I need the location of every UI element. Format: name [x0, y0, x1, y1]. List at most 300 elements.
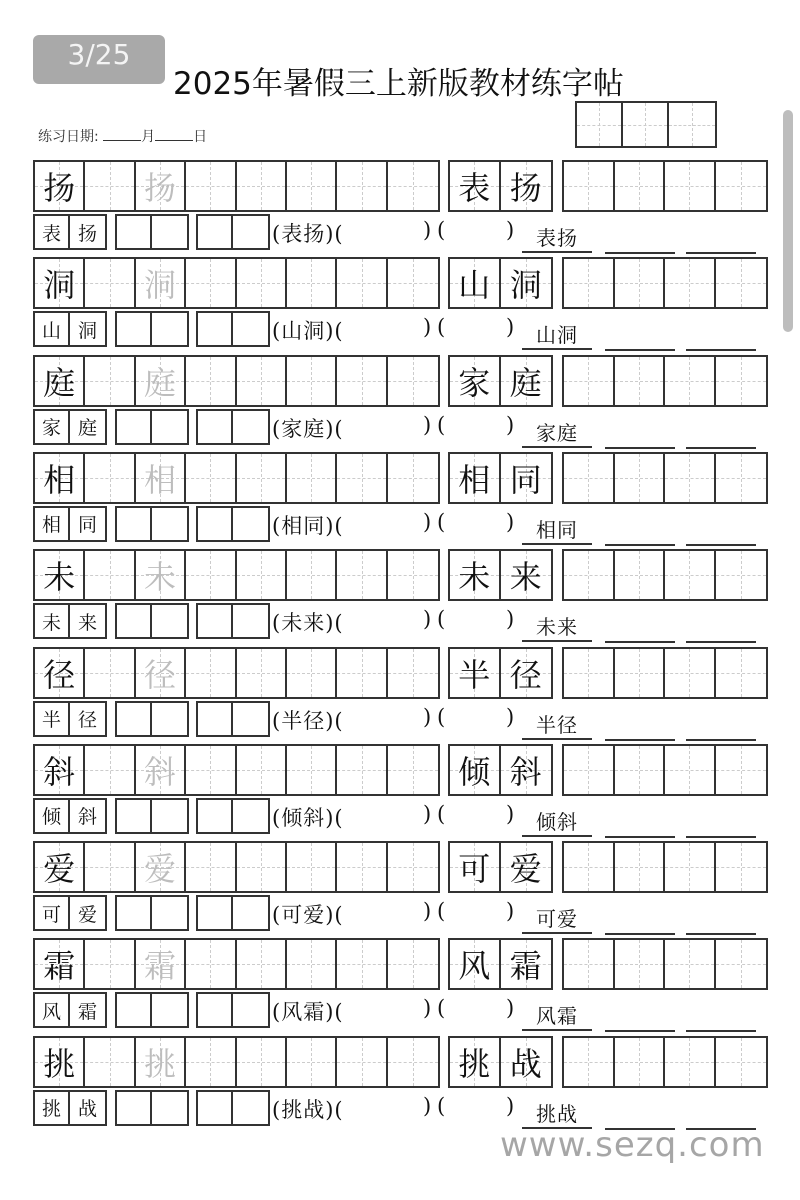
small-write-cell[interactable]: [233, 216, 268, 248]
practice-cell[interactable]: [388, 454, 438, 502]
small-word-char: 半: [35, 703, 70, 735]
paren-close: ): [506, 996, 515, 1021]
model-char-cell: [35, 551, 85, 599]
answer-word: 风霜: [522, 1002, 592, 1031]
small-write-cell[interactable]: [233, 605, 268, 637]
word-practice-cell[interactable]: [716, 1038, 767, 1086]
word-practice-row: [562, 452, 768, 504]
small-write-box[interactable]: [196, 701, 270, 737]
word-practice-cell[interactable]: [564, 746, 615, 794]
small-word-model: [33, 311, 107, 347]
page-indicator: 3/25: [33, 35, 165, 84]
trace-char-cell[interactable]: [136, 454, 186, 502]
score-cell: [623, 103, 669, 146]
answer-blank[interactable]: [686, 252, 756, 254]
word-char: 庭: [509, 363, 542, 402]
word-practice-cell[interactable]: [716, 843, 767, 891]
paren-close: ): [423, 1093, 432, 1118]
small-write-cell[interactable]: [233, 800, 268, 832]
word-practice-row: [562, 549, 768, 601]
word-practice-cell[interactable]: [716, 259, 767, 307]
small-write-cell[interactable]: [152, 703, 187, 735]
trace-char-cell[interactable]: [136, 1038, 186, 1086]
trace-char-cell[interactable]: [136, 551, 186, 599]
paren-open: (: [437, 607, 446, 632]
answer-blank[interactable]: [605, 447, 675, 449]
word-practice-cell[interactable]: [615, 454, 666, 502]
char-practice-row: [33, 549, 440, 601]
small-write-cell[interactable]: [152, 508, 187, 540]
word-practice-cell[interactable]: [615, 551, 666, 599]
practice-cell[interactable]: [337, 649, 387, 697]
small-write-box[interactable]: [196, 311, 270, 347]
word-char: 挑: [458, 1044, 491, 1083]
word-practice-cell[interactable]: [665, 357, 716, 405]
paren-open: (: [437, 218, 446, 242]
practice-cell[interactable]: [186, 551, 236, 599]
word-practice-cell[interactable]: [615, 940, 666, 988]
small-write-cell[interactable]: [233, 897, 268, 929]
word-practice-cell[interactable]: [564, 940, 615, 988]
practice-cell[interactable]: [237, 162, 287, 210]
small-write-box[interactable]: [115, 603, 189, 639]
small-word-char: 山: [35, 313, 70, 345]
paren-close: ): [423, 996, 432, 1021]
practice-cell[interactable]: [337, 746, 387, 794]
char-practice-row: [33, 744, 440, 796]
practice-cell[interactable]: [337, 551, 387, 599]
answer-blank[interactable]: [686, 544, 756, 546]
word-practice-cell[interactable]: [665, 940, 716, 988]
word-practice-cell[interactable]: [564, 551, 615, 599]
word-char-cell: [450, 551, 501, 599]
practice-cell[interactable]: [186, 259, 236, 307]
paren-open: (: [437, 704, 446, 729]
small-write-box[interactable]: [196, 409, 270, 445]
practice-cell[interactable]: [287, 649, 337, 697]
word-practice-row: [562, 938, 768, 990]
small-write-box[interactable]: [115, 895, 189, 931]
trace-char: 未: [143, 558, 176, 597]
model-char: 霜: [43, 947, 76, 986]
practice-cell[interactable]: [237, 843, 287, 891]
small-write-cell[interactable]: [198, 703, 233, 735]
practice-cell[interactable]: [186, 649, 236, 697]
small-word-char: 洞: [77, 319, 97, 342]
word-model-pair: [448, 841, 553, 893]
model-char-cell: [35, 1038, 85, 1086]
practice-block: [0, 744, 800, 841]
answer-blank[interactable]: [605, 252, 675, 254]
practice-cell[interactable]: [388, 649, 438, 697]
model-char: 相: [43, 460, 76, 499]
word-char: 战: [509, 1044, 542, 1083]
small-write-cell[interactable]: [117, 800, 152, 832]
practice-cell[interactable]: [337, 1038, 387, 1086]
practice-cell[interactable]: [237, 454, 287, 502]
word-practice-cell[interactable]: [716, 454, 767, 502]
word-char: 径: [509, 655, 542, 694]
small-write-cell[interactable]: [152, 313, 187, 345]
word-char: 风: [458, 947, 491, 986]
small-word-model: [33, 214, 107, 250]
trace-char: 挑: [143, 1044, 176, 1083]
answer-blank[interactable]: [605, 1030, 675, 1032]
practice-cell[interactable]: [287, 940, 337, 988]
word-practice-cell[interactable]: [564, 649, 615, 697]
small-write-cell[interactable]: [152, 897, 187, 929]
small-write-cell[interactable]: [233, 703, 268, 735]
trace-char: 径: [143, 655, 176, 694]
paren-open: (: [437, 996, 446, 1021]
practice-cell[interactable]: [287, 162, 337, 210]
model-char-cell: [35, 454, 85, 502]
word-char-cell: [450, 940, 501, 988]
word-char: 倾: [458, 752, 491, 791]
practice-cell[interactable]: [186, 454, 236, 502]
answer-blank[interactable]: [686, 641, 756, 643]
word-char-cell: [501, 843, 552, 891]
word-practice-cell[interactable]: [716, 649, 767, 697]
answer-word: 挑战: [522, 1100, 592, 1129]
small-write-cell[interactable]: [117, 508, 152, 540]
small-write-box[interactable]: [115, 1090, 189, 1126]
small-write-box[interactable]: [115, 311, 189, 347]
small-write-cell[interactable]: [198, 313, 233, 345]
word-char: 扬: [509, 169, 542, 207]
paren-close: ): [423, 218, 432, 242]
word-char-cell: [501, 551, 552, 599]
small-write-box[interactable]: [196, 214, 270, 250]
small-write-cell[interactable]: [117, 897, 152, 929]
small-write-cell[interactable]: [117, 605, 152, 637]
small-write-cell[interactable]: [198, 605, 233, 637]
paren-open: (: [437, 899, 446, 924]
small-write-box[interactable]: [115, 798, 189, 834]
word-char: 相: [458, 460, 491, 499]
word-practice-cell[interactable]: [615, 259, 666, 307]
answer-blank[interactable]: [605, 349, 675, 351]
small-write-cell[interactable]: [117, 703, 152, 735]
word-model-pair: [448, 938, 553, 990]
char-practice-row: [33, 841, 440, 893]
practice-cell[interactable]: [186, 357, 236, 405]
word-hint: (风霜)(: [272, 1000, 344, 1025]
practice-cell[interactable]: [388, 357, 438, 405]
practice-cell[interactable]: [85, 746, 135, 794]
practice-cell[interactable]: [85, 940, 135, 988]
practice-cell[interactable]: [287, 454, 337, 502]
answer-blank[interactable]: [686, 1030, 756, 1032]
model-char-cell: [35, 746, 85, 794]
practice-block: [0, 647, 800, 744]
word-char: 斜: [509, 752, 542, 791]
word-practice-cell[interactable]: [564, 162, 615, 210]
small-write-cell[interactable]: [117, 313, 152, 345]
word-practice-row: [562, 257, 768, 309]
practice-cell[interactable]: [186, 940, 236, 988]
practice-cell[interactable]: [337, 357, 387, 405]
word-practice-cell[interactable]: [615, 1038, 666, 1086]
small-word-char: 未: [35, 605, 70, 637]
answer-blank[interactable]: [605, 836, 675, 838]
practice-cell[interactable]: [85, 843, 135, 891]
small-write-box[interactable]: [196, 798, 270, 834]
small-write-cell[interactable]: [233, 1092, 268, 1124]
word-char-cell: [501, 259, 552, 307]
answer-blank[interactable]: [605, 933, 675, 935]
word-char-cell: [450, 649, 501, 697]
word-practice-cell[interactable]: [615, 746, 666, 794]
word-hint: (家庭)(: [272, 416, 344, 441]
trace-char-cell[interactable]: [136, 746, 186, 794]
small-word-char: 爱: [77, 903, 97, 926]
word-practice-cell[interactable]: [665, 551, 716, 599]
practice-block: [0, 938, 800, 1035]
practice-cell[interactable]: [186, 162, 236, 210]
practice-cell[interactable]: [337, 843, 387, 891]
word-practice-cell[interactable]: [665, 259, 716, 307]
answer-blank[interactable]: [686, 933, 756, 935]
paren-close: ): [423, 315, 432, 340]
paren-open: (: [437, 412, 446, 437]
small-write-box[interactable]: [196, 1090, 270, 1126]
word-practice-cell[interactable]: [665, 746, 716, 794]
small-write-cell[interactable]: [117, 216, 152, 248]
practice-cell[interactable]: [237, 746, 287, 794]
answer-blank[interactable]: [605, 544, 675, 546]
word-char-cell: [450, 259, 501, 307]
small-write-cell[interactable]: [152, 994, 187, 1026]
practice-cell[interactable]: [237, 259, 287, 307]
word-practice-cell[interactable]: [564, 843, 615, 891]
small-write-cell[interactable]: [152, 411, 187, 443]
practice-cell[interactable]: [237, 551, 287, 599]
small-write-cell[interactable]: [233, 508, 268, 540]
small-word-model: [33, 1090, 107, 1126]
word-practice-cell[interactable]: [564, 1038, 615, 1086]
practice-cell[interactable]: [287, 357, 337, 405]
practice-cell[interactable]: [337, 454, 387, 502]
small-write-cell[interactable]: [117, 1092, 152, 1124]
small-write-cell[interactable]: [198, 897, 233, 929]
trace-char-cell[interactable]: [136, 843, 186, 891]
practice-cell[interactable]: [85, 162, 135, 210]
small-word-model: [33, 603, 107, 639]
small-write-box[interactable]: [196, 895, 270, 931]
word-char-cell: [501, 940, 552, 988]
practice-cell[interactable]: [388, 1038, 438, 1086]
practice-cell[interactable]: [237, 1038, 287, 1086]
model-char: 洞: [43, 266, 76, 305]
practice-cell[interactable]: [388, 746, 438, 794]
answer-blank[interactable]: [605, 641, 675, 643]
word-practice-cell[interactable]: [615, 843, 666, 891]
word-hint: (挑战)(: [272, 1097, 344, 1122]
practice-cell[interactable]: [337, 162, 387, 210]
word-practice-cell[interactable]: [615, 162, 666, 210]
answer-word: 表扬: [522, 224, 592, 253]
small-word-char: 扬: [77, 222, 97, 245]
word-char: 表: [458, 169, 491, 207]
practice-cell[interactable]: [237, 357, 287, 405]
paren-close: ): [506, 1093, 515, 1118]
model-char-cell: [35, 162, 85, 210]
word-hint: (相同)(: [272, 513, 344, 538]
model-char: 斜: [43, 752, 76, 791]
small-write-box[interactable]: [196, 603, 270, 639]
small-write-cell[interactable]: [198, 508, 233, 540]
small-word-char: 风: [35, 994, 70, 1026]
small-write-cell[interactable]: [152, 1092, 187, 1124]
word-char: 来: [509, 558, 542, 597]
small-word-model: [33, 798, 107, 834]
practice-cell[interactable]: [337, 940, 387, 988]
small-write-cell[interactable]: [198, 994, 233, 1026]
small-write-cell[interactable]: [233, 411, 268, 443]
word-model-pair: [448, 452, 553, 504]
date-label: 练习日期:: [38, 129, 99, 145]
answer-word: 可爱: [522, 905, 592, 934]
small-write-box[interactable]: [115, 214, 189, 250]
word-practice-cell[interactable]: [716, 940, 767, 988]
answer-blank[interactable]: [686, 447, 756, 449]
char-practice-row: [33, 452, 440, 504]
answer-blank[interactable]: [686, 349, 756, 351]
word-practice-cell[interactable]: [665, 843, 716, 891]
word-practice-cell[interactable]: [716, 357, 767, 405]
small-write-cell[interactable]: [152, 605, 187, 637]
trace-char-cell[interactable]: [136, 259, 186, 307]
answer-word: 相同: [522, 516, 592, 545]
practice-cell[interactable]: [237, 649, 287, 697]
practice-cell[interactable]: [186, 1038, 236, 1086]
practice-cell[interactable]: [85, 357, 135, 405]
practice-cell[interactable]: [287, 1038, 337, 1086]
small-word-char: 倾: [35, 800, 70, 832]
small-write-box[interactable]: [115, 506, 189, 542]
practice-cell[interactable]: [287, 746, 337, 794]
practice-cell[interactable]: [237, 940, 287, 988]
small-write-cell[interactable]: [198, 800, 233, 832]
small-write-box[interactable]: [115, 992, 189, 1028]
small-word-char: 霜: [77, 1000, 97, 1023]
small-word-char: 径: [77, 709, 97, 731]
trace-char: 爱: [143, 850, 176, 889]
trace-char-cell[interactable]: [136, 162, 186, 210]
paren-close: ): [506, 315, 515, 340]
char-practice-row: [33, 355, 440, 407]
small-write-cell[interactable]: [198, 1092, 233, 1124]
practice-block: [0, 1036, 800, 1133]
practice-cell[interactable]: [85, 649, 135, 697]
answer-blank[interactable]: [605, 739, 675, 741]
small-write-cell[interactable]: [233, 994, 268, 1026]
practice-cell[interactable]: [388, 940, 438, 988]
word-model-pair: [448, 549, 553, 601]
day-label: 日: [193, 129, 208, 145]
small-write-box[interactable]: [115, 409, 189, 445]
practice-block: [0, 841, 800, 938]
small-write-box[interactable]: [196, 992, 270, 1028]
word-practice-row: [562, 355, 768, 407]
answer-blank[interactable]: [686, 739, 756, 741]
word-practice-cell[interactable]: [716, 551, 767, 599]
word-hint: (未来)(: [272, 611, 344, 636]
word-char-cell: [501, 746, 552, 794]
trace-char-cell[interactable]: [136, 940, 186, 988]
word-practice-cell[interactable]: [564, 357, 615, 405]
word-practice-cell[interactable]: [716, 746, 767, 794]
word-hint: (表扬)(: [272, 222, 344, 246]
practice-cell[interactable]: [287, 551, 337, 599]
practice-cell[interactable]: [287, 843, 337, 891]
word-practice-cell[interactable]: [564, 454, 615, 502]
practice-cell[interactable]: [85, 454, 135, 502]
practice-cell[interactable]: [388, 259, 438, 307]
score-grid: [575, 101, 717, 148]
word-practice-cell[interactable]: [716, 162, 767, 210]
word-model-pair: [448, 257, 553, 309]
word-practice-cell[interactable]: [615, 357, 666, 405]
word-hint: (可爱)(: [272, 903, 344, 928]
model-char: 庭: [43, 363, 76, 402]
trace-char-cell[interactable]: [136, 357, 186, 405]
word-practice-cell[interactable]: [665, 1038, 716, 1086]
trace-char: 霜: [143, 947, 176, 986]
answer-blank[interactable]: [686, 836, 756, 838]
small-write-cell[interactable]: [233, 313, 268, 345]
practice-cell[interactable]: [388, 162, 438, 210]
practice-block: [0, 257, 800, 354]
small-write-box[interactable]: [196, 506, 270, 542]
practice-cell[interactable]: [85, 1038, 135, 1086]
word-practice-cell[interactable]: [665, 649, 716, 697]
small-write-cell[interactable]: [117, 411, 152, 443]
practice-date-line: [38, 126, 207, 146]
practice-cell[interactable]: [388, 843, 438, 891]
small-write-cell[interactable]: [198, 411, 233, 443]
word-char: 爱: [509, 850, 542, 889]
practice-cell[interactable]: [337, 259, 387, 307]
model-char-cell: [35, 357, 85, 405]
practice-cell[interactable]: [287, 259, 337, 307]
small-write-cell[interactable]: [152, 800, 187, 832]
word-char: 同: [509, 460, 542, 499]
small-write-cell[interactable]: [152, 216, 187, 248]
word-practice-row: [562, 647, 768, 699]
word-practice-cell[interactable]: [665, 454, 716, 502]
word-practice-cell[interactable]: [615, 649, 666, 697]
word-char: 半: [458, 655, 491, 694]
page-title: 2025年暑假三上新版教材练字帖: [173, 66, 624, 102]
char-practice-row: [33, 1036, 440, 1088]
practice-cell[interactable]: [388, 551, 438, 599]
small-write-cell[interactable]: [117, 994, 152, 1026]
practice-cell[interactable]: [85, 551, 135, 599]
small-write-box[interactable]: [115, 701, 189, 737]
practice-cell[interactable]: [186, 746, 236, 794]
practice-cell[interactable]: [85, 259, 135, 307]
trace-char-cell[interactable]: [136, 649, 186, 697]
small-write-cell[interactable]: [198, 216, 233, 248]
practice-cell[interactable]: [186, 843, 236, 891]
word-practice-cell[interactable]: [665, 162, 716, 210]
watermark: www.sezq.com: [500, 1125, 765, 1165]
word-model-pair: [448, 355, 553, 407]
word-char-cell: [501, 454, 552, 502]
word-practice-cell[interactable]: [564, 259, 615, 307]
